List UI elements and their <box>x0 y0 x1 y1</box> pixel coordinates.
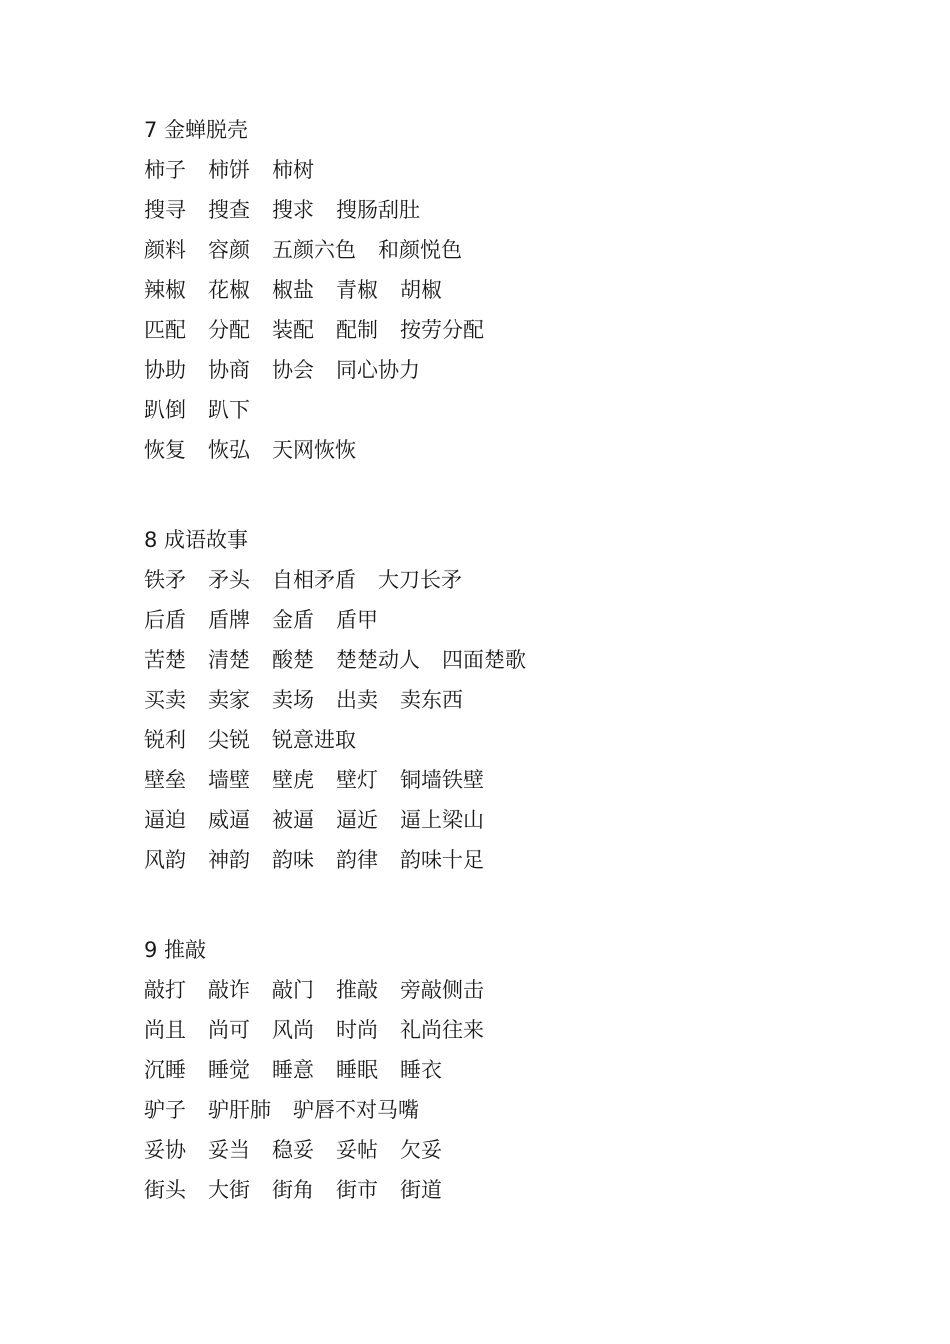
vocabulary-word: 礼尚往来 <box>400 1018 484 1042</box>
vocabulary-word: 风尚 <box>272 1018 314 1042</box>
word-row <box>144 560 904 600</box>
vocabulary-word: 威逼 <box>208 808 250 832</box>
lesson-section <box>144 930 904 1210</box>
vocabulary-word: 颜料 <box>144 238 186 262</box>
word-row <box>144 350 904 390</box>
vocabulary-word: 盾牌 <box>208 608 250 632</box>
vocabulary-word: 搜查 <box>208 198 250 222</box>
vocabulary-word: 风韵 <box>144 848 186 872</box>
vocabulary-word: 壁灯 <box>336 768 378 792</box>
vocabulary-word: 大街 <box>208 1178 250 1202</box>
vocabulary-word: 青椒 <box>336 278 378 302</box>
vocabulary-word: 自相矛盾 <box>272 568 356 592</box>
vocabulary-word: 楚楚动人 <box>336 648 420 672</box>
vocabulary-word: 欠妥 <box>400 1138 442 1162</box>
vocabulary-word: 苦楚 <box>144 648 186 672</box>
vocabulary-word: 韵律 <box>336 848 378 872</box>
vocabulary-word: 街道 <box>400 1178 442 1202</box>
word-row <box>144 680 904 720</box>
lesson-title: 7 金蝉脱壳 <box>144 118 249 142</box>
word-row <box>144 430 904 470</box>
vocabulary-word: 四面楚歌 <box>442 648 526 672</box>
vocabulary-word: 卖家 <box>208 688 250 712</box>
word-row <box>144 800 904 840</box>
vocabulary-word: 协助 <box>144 358 186 382</box>
vocabulary-word: 妥当 <box>208 1138 250 1162</box>
vocabulary-word: 睡眠 <box>336 1058 378 1082</box>
word-row <box>144 190 904 230</box>
vocabulary-word: 驴唇不对马嘴 <box>293 1098 419 1122</box>
vocabulary-word: 协会 <box>272 358 314 382</box>
word-row <box>144 150 904 190</box>
vocabulary-word: 辣椒 <box>144 278 186 302</box>
vocabulary-word: 壁虎 <box>272 768 314 792</box>
vocabulary-word: 锐意进取 <box>272 728 356 752</box>
vocabulary-word: 韵味十足 <box>400 848 484 872</box>
lesson-title: 8 成语故事 <box>144 528 249 552</box>
vocabulary-word: 街市 <box>336 1178 378 1202</box>
word-row <box>144 970 904 1010</box>
vocabulary-word: 敲门 <box>272 978 314 1002</box>
vocabulary-word: 驴肝肺 <box>208 1098 271 1122</box>
vocabulary-word: 锐利 <box>144 728 186 752</box>
word-row <box>144 270 904 310</box>
vocabulary-word: 搜肠刮肚 <box>336 198 420 222</box>
vocabulary-word: 睡觉 <box>208 1058 250 1082</box>
word-row <box>144 640 904 680</box>
word-row <box>144 390 904 430</box>
lesson-section <box>144 110 904 470</box>
vocabulary-word: 尚可 <box>208 1018 250 1042</box>
vocabulary-word: 酸楚 <box>272 648 314 672</box>
word-row <box>144 1130 904 1170</box>
vocabulary-word: 按劳分配 <box>400 318 484 342</box>
vocabulary-word: 敲打 <box>144 978 186 1002</box>
vocabulary-word: 逼上梁山 <box>400 808 484 832</box>
word-row <box>144 760 904 800</box>
vocabulary-word: 金盾 <box>272 608 314 632</box>
vocabulary-word: 同心协力 <box>336 358 420 382</box>
word-row <box>144 1170 904 1210</box>
vocabulary-word: 天网恢恢 <box>272 438 356 462</box>
vocabulary-word: 韵味 <box>272 848 314 872</box>
vocabulary-word: 花椒 <box>208 278 250 302</box>
word-row <box>144 840 904 880</box>
vocabulary-word: 清楚 <box>208 648 250 672</box>
vocabulary-word: 后盾 <box>144 608 186 632</box>
vocabulary-word: 铁矛 <box>144 568 186 592</box>
word-row <box>144 310 904 350</box>
vocabulary-word: 容颜 <box>208 238 250 262</box>
vocabulary-word: 沉睡 <box>144 1058 186 1082</box>
vocabulary-word: 尖锐 <box>208 728 250 752</box>
vocabulary-word: 装配 <box>272 318 314 342</box>
vocabulary-word: 出卖 <box>336 688 378 712</box>
vocabulary-word: 时尚 <box>336 1018 378 1042</box>
vocabulary-word: 墙壁 <box>208 768 250 792</box>
vocabulary-word: 搜求 <box>272 198 314 222</box>
vocabulary-word: 趴下 <box>208 398 250 422</box>
vocabulary-word: 旁敲侧击 <box>400 978 484 1002</box>
vocabulary-word: 盾甲 <box>336 608 378 632</box>
vocabulary-word: 睡意 <box>272 1058 314 1082</box>
vocabulary-word: 逼近 <box>336 808 378 832</box>
vocabulary-word: 敲诈 <box>208 978 250 1002</box>
word-row <box>144 600 904 640</box>
vocabulary-word: 和颜悦色 <box>378 238 462 262</box>
vocabulary-word: 驴子 <box>144 1098 186 1122</box>
vocabulary-word: 胡椒 <box>400 278 442 302</box>
word-row <box>144 1010 904 1050</box>
word-row <box>144 720 904 760</box>
vocabulary-word: 柿饼 <box>208 158 250 182</box>
vocabulary-word: 柿子 <box>144 158 186 182</box>
lesson-title: 9 推敲 <box>144 938 207 962</box>
vocabulary-word: 逼迫 <box>144 808 186 832</box>
word-row <box>144 230 904 270</box>
vocabulary-word: 趴倒 <box>144 398 186 422</box>
vocabulary-word: 被逼 <box>272 808 314 832</box>
vocabulary-word: 恢复 <box>144 438 186 462</box>
vocabulary-word: 妥协 <box>144 1138 186 1162</box>
vocabulary-word: 街头 <box>144 1178 186 1202</box>
vocabulary-word: 协商 <box>208 358 250 382</box>
vocabulary-word: 妥帖 <box>336 1138 378 1162</box>
vocabulary-word: 搜寻 <box>144 198 186 222</box>
vocabulary-word: 睡衣 <box>400 1058 442 1082</box>
vocabulary-word: 卖东西 <box>400 688 463 712</box>
vocabulary-word: 五颜六色 <box>272 238 356 262</box>
vocabulary-word: 椒盐 <box>272 278 314 302</box>
vocabulary-word: 买卖 <box>144 688 186 712</box>
lesson-section <box>144 520 904 880</box>
vocabulary-word: 柿树 <box>272 158 314 182</box>
word-row <box>144 1050 904 1090</box>
vocabulary-word: 街角 <box>272 1178 314 1202</box>
document-page <box>144 110 904 1210</box>
vocabulary-word: 矛头 <box>208 568 250 592</box>
vocabulary-word: 铜墙铁壁 <box>400 768 484 792</box>
vocabulary-word: 分配 <box>208 318 250 342</box>
vocabulary-word: 大刀长矛 <box>378 568 462 592</box>
vocabulary-word: 神韵 <box>208 848 250 872</box>
vocabulary-word: 壁垒 <box>144 768 186 792</box>
vocabulary-word: 尚且 <box>144 1018 186 1042</box>
vocabulary-word: 匹配 <box>144 318 186 342</box>
vocabulary-word: 配制 <box>336 318 378 342</box>
vocabulary-word: 推敲 <box>336 978 378 1002</box>
word-row <box>144 1090 904 1130</box>
vocabulary-word: 稳妥 <box>272 1138 314 1162</box>
vocabulary-word: 卖场 <box>272 688 314 712</box>
vocabulary-word: 恢弘 <box>208 438 250 462</box>
